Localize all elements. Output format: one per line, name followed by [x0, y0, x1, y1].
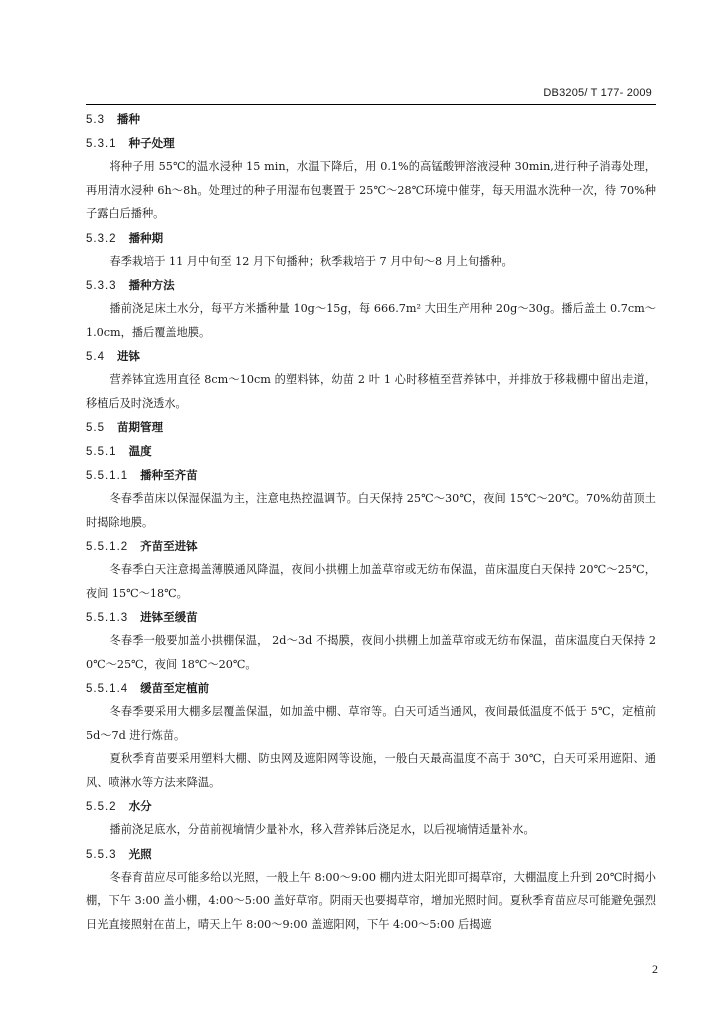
- section-title: 缓苗至定植前: [140, 681, 210, 695]
- section-title: 进钵至缓苗: [140, 610, 198, 624]
- heading-5-5-1-1: [86, 463, 656, 487]
- section-title: 种子处理: [128, 136, 175, 150]
- heading-5-3-3: [86, 273, 656, 297]
- section-number: 5.5.1.3: [86, 612, 129, 624]
- heading-5-5-1-2: [86, 534, 656, 558]
- paragraph-sowing-to-emergence: 冬春季苗床以保湿保温为主，注意电热控温调节。白天保持 25℃～30℃，夜间 15℃～20℃。70%幼苗顶土时揭除地膜。: [86, 492, 656, 529]
- paragraph-summer-autumn-management: 夏秋季育苗要采用塑料大棚、防虫网及遮阳网等设施，一般白天最高温度不高于 30℃，白天可采用遮阳、通风、喷淋水等方法来降温。: [86, 752, 656, 789]
- header-divider: [86, 104, 656, 105]
- section-title: 齐苗至进钵: [140, 539, 198, 553]
- paragraph-water: 播前浇足底水，分苗前视墒情少量补水，移入营养钵后浇足水，以后视墒情适量补水。: [109, 823, 535, 836]
- section-number: 5.5.1.1: [86, 470, 129, 482]
- section-title: 播种期: [128, 230, 164, 245]
- heading-5-4: [86, 344, 656, 368]
- section-number: 5.5.2: [86, 801, 117, 813]
- paragraph-seed-treatment: 将种子用 55℃的温水浸种 15 min，水温下降后，用 0.1%的高锰酸钾溶液浸种 30min,进行种子消毒处理，再用清水浸种 6h～8h。处理过的种子用湿布包裹置于 25℃～28℃环境中催芽，每天用温水洗种一次，待 70%种子露白后播种。: [86, 160, 656, 220]
- section-title: 水分: [128, 799, 152, 813]
- section-number: 5.5.1.2: [86, 541, 129, 553]
- paragraph-potting: 营养钵宜选用直径 8cm～10cm 的塑料钵，幼苗 2 叶 1 心时移植至营养钵中，并排放于移栽棚中留出走道，移植后及时浇透水。: [86, 373, 656, 410]
- section-number: 5.3: [86, 114, 105, 126]
- paragraph-winter-spring-management: 冬春季要采用大棚多层覆盖保温，如加盖中棚、草帘等。白天可适当通风，夜间最低温度不低于 5℃，定植前 5d～7d 进行炼苗。: [86, 705, 656, 742]
- section-title: 播种方法: [128, 278, 175, 292]
- paragraph-sowing-period: 春季栽培于 11 月中旬至 12 月下旬播种；秋季栽培于 7 月中旬～8 月上旬播种。: [109, 254, 513, 268]
- section-title: 播种至齐苗: [140, 468, 198, 482]
- paragraph-potting-to-recovery: 冬春季一般要加盖小拱棚保温， 2d～3d 不揭膜，夜间小拱棚上加盖草帘或无纺布保温，苗床温度白天保持 20℃～25℃，夜间 18℃～20℃。: [86, 634, 656, 671]
- heading-5-3-1: [86, 131, 656, 155]
- document-body: [86, 107, 656, 936]
- section-number: 5.5: [86, 422, 105, 434]
- section-number: 5.3.3: [86, 280, 117, 292]
- page-number: 2: [652, 962, 658, 976]
- paragraph-sowing-method: 播前浇足床土水分，每平方米播种量 10g～15g，每 666.7m² 大田生产用种 20g～30g。播后盖土 0.7cm～1.0cm，播后覆盖地膜。: [86, 302, 656, 339]
- heading-5-5-1: [86, 439, 656, 463]
- section-title: 光照: [128, 846, 152, 861]
- section-title: 进钵: [117, 349, 140, 363]
- heading-5-5-2: [86, 794, 656, 818]
- section-number: 5.5.1: [86, 446, 117, 458]
- heading-5-5-1-4: [86, 676, 656, 700]
- heading-5-5-1-3: [86, 605, 656, 629]
- section-number: 5.5.3: [86, 848, 117, 861]
- standard-code: DB3205/ T 177- 2009: [543, 87, 652, 99]
- heading-5-3-2: [86, 226, 656, 250]
- heading-5-5: [86, 415, 656, 439]
- section-title: 播种: [117, 112, 140, 126]
- heading-5-5-3: [86, 842, 656, 866]
- section-title: 苗期管理: [117, 420, 163, 434]
- section-title: 温度: [128, 444, 152, 458]
- section-number: 5.3.2: [86, 232, 117, 245]
- section-number: 5.5.1.4: [86, 683, 129, 695]
- paragraph-emergence-to-potting: 冬春季白天注意揭盖薄膜通风降温，夜间小拱棚上加盖草帘或无纺布保温，苗床温度白天保持 20℃～25℃，夜间 15℃～18℃。: [86, 563, 656, 600]
- section-number: 5.3.1: [86, 138, 117, 150]
- heading-5-3: [86, 107, 656, 131]
- paragraph-light: 冬春育苗应尽可能多给以光照，一般上午 8:00～9:00 棚内进太阳光即可揭草帘，大棚温度上升到 20℃时揭小棚，下午 3:00 盖小棚，4:00～5:00 盖好草帘。阴雨天也要揭草帘，增加光照时间。夏秋季育苗应尽可能避免强烈日光直接照射在苗上，晴天上午 8:00～9:00 盖遮阳网，下午 4:00～5:00 后揭遮: [86, 870, 656, 931]
- section-number: 5.4: [86, 351, 105, 363]
